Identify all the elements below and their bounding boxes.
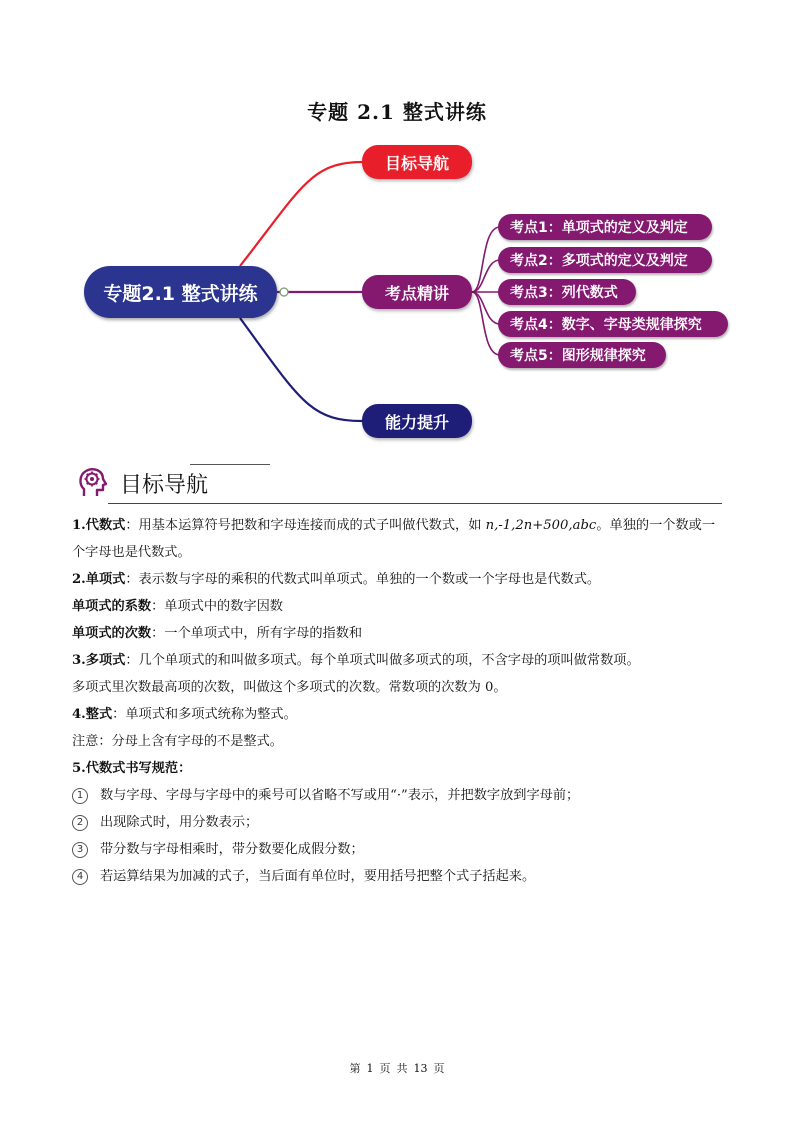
connector-leaf-2 [472,260,500,292]
mindmap-root-node: 专题2.1 整式讲练 [84,266,277,318]
paragraph-algebraic-expression [72,512,724,566]
circled-number: 3 [72,842,88,858]
mindmap-leaf-3: 考点3：列代数式 [498,279,636,305]
content-body [72,512,724,890]
rule-item [72,863,724,890]
text: ：几个单项式的和叫做多项式。每个单项式叫做多项式的项，不含字母的项叫做常数项。 [125,653,640,668]
mindmap-leaf-2: 考点2：多项式的定义及判定 [498,247,712,273]
connector-red [240,162,362,266]
head-brain-icon [72,462,112,502]
text: 第 [349,1062,361,1075]
term-monomial: 2.单项式 [72,572,126,587]
section-header [72,462,722,504]
text: 页 [379,1062,391,1075]
mindmap-branch-target: 目标导航 [362,145,472,179]
example-expressions: n,-1,2n+500,abc [485,518,597,533]
section-title: 目标导航 [120,473,209,498]
text: ：一个单项式中，所有字母的指数和 [151,626,363,641]
paragraph-polynomial [72,647,724,674]
text: ：单项式和多项式统称为整式。 [112,707,297,722]
paragraph-writing-rules [72,755,724,782]
text: 数与字母、字母与字母中的乘号可以省略不写或用“·”表示，并把数字放到字母前； [100,788,580,803]
circled-number: 4 [72,869,88,885]
term-polynomial: 3.多项式 [72,653,126,668]
rule-item [72,782,724,809]
circled-number: 2 [72,815,88,831]
text: ：用基本运算符号把数和字母连接而成的式子叫做代数式，如 [125,518,486,533]
mindmap-leaf-5: 考点5：图形规律探究 [498,342,666,368]
section-top-rule [190,464,270,465]
paragraph-monomial [72,566,724,593]
term-algebraic-expression: 1.代数式 [72,518,126,533]
text: 。单独的一个数或一个字母也是代数式。 [72,518,716,560]
mindmap-leaf-1: 考点1：单项式的定义及判定 [498,214,712,240]
section-rule [108,503,722,504]
document-title: 专题 2.1 整式讲练 [307,100,487,124]
connector-node-dot [280,288,288,296]
paragraph-coefficient [72,593,724,620]
connector-leaf-4 [472,292,500,324]
circled-number: 1 [72,788,88,804]
text: 若运算结果为加减的式子，当后面有单位时，要用括号把整个式子括起来。 [100,869,536,884]
mindmap-branch-improve: 能力提升 [362,404,472,438]
text: 出现除式时，用分数表示； [100,815,259,830]
term-integral-expression: 4.整式 [72,707,113,722]
text: 页 [433,1062,445,1075]
page-total: 13 [413,1062,428,1075]
text: ：表示数与字母的乘积的代数式叫单项式。单独的一个数或一个字母也是代数式。 [125,572,601,587]
rule-item [72,809,724,836]
term-coefficient: 单项式的系数 [72,599,152,614]
page-number: 1 [366,1062,374,1075]
mindmap-branch-points: 考点精讲 [362,275,472,309]
paragraph-polynomial-degree: 多项式里次数最高项的次数，叫做这个多项式的次数。常数项的次数为 0。 [72,680,507,695]
text: 带分数与字母相乘时，带分数要化成假分数； [100,842,364,857]
text: ：单项式中的数字因数 [151,599,283,614]
paragraph-degree [72,620,724,647]
connector-navy [240,318,362,421]
text: 共 [396,1062,408,1075]
paragraph-note: 注意：分母上含有字母的不是整式。 [72,734,283,749]
rule-item [72,836,724,863]
paragraph-integral-expression [72,701,724,728]
mindmap-leaf-4: 考点4：数字、字母类规律探究 [498,311,728,337]
term-writing-rules: 5.代数式书写规范： [72,761,192,776]
page-footer [0,1060,794,1076]
term-degree: 单项式的次数 [72,626,152,641]
connector-leaf-1 [472,227,500,292]
